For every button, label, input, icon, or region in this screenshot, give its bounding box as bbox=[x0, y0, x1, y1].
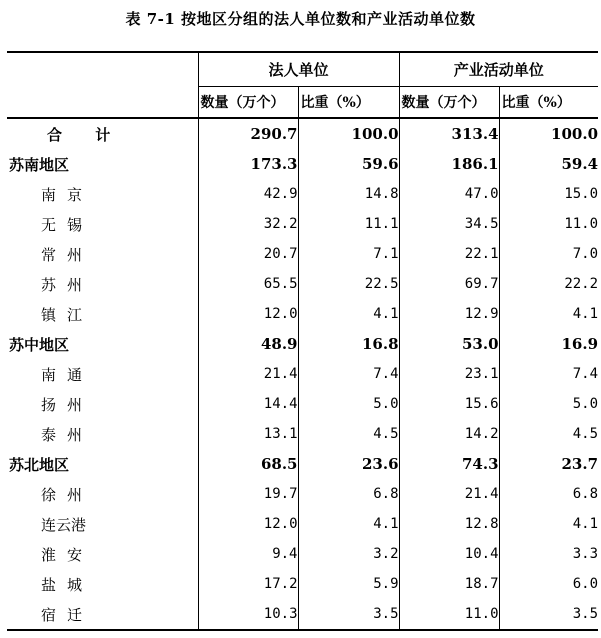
legal-units-share-cell: 7.4 bbox=[298, 359, 399, 389]
row-label: 连云港 bbox=[41, 515, 87, 534]
legal-units-count-cell: 13.1 bbox=[198, 419, 298, 449]
table-title: 表 7-1 按地区分组的法人单位数和产业活动单位数 bbox=[125, 10, 476, 28]
row-label: 泰州 bbox=[41, 425, 94, 444]
activity-units-share-cell: 4.1 bbox=[499, 509, 598, 539]
legal-units-count-cell: 14.4 bbox=[198, 389, 298, 419]
row-label: 徐州 bbox=[41, 485, 94, 504]
legal-units-share-cell: 6.8 bbox=[298, 479, 399, 509]
activity-units-share-cell: 6.0 bbox=[499, 569, 598, 599]
activity-units-share-cell: 22.2 bbox=[499, 269, 598, 299]
legal-units-share-cell: 3.5 bbox=[298, 599, 399, 630]
col-header-count-2: 数量（万个） bbox=[399, 87, 499, 119]
activity-units-count-cell: 34.5 bbox=[399, 209, 499, 239]
legal-units-count-cell: 290.7 bbox=[198, 118, 298, 149]
table-row bbox=[7, 329, 598, 359]
activity-units-share-cell: 15.0 bbox=[499, 179, 598, 209]
row-label: 苏南地区 bbox=[9, 155, 70, 174]
legal-units-share-cell: 5.9 bbox=[298, 569, 399, 599]
activity-units-share-cell: 7.4 bbox=[499, 359, 598, 389]
legal-units-count-cell: 173.3 bbox=[198, 149, 298, 179]
table-row bbox=[7, 599, 598, 630]
row-label: 盐城 bbox=[41, 575, 94, 594]
row-label: 宿迁 bbox=[7, 599, 198, 630]
legal-units-count-cell: 21.4 bbox=[198, 359, 298, 389]
activity-units-count-cell: 313.4 bbox=[399, 118, 499, 149]
legal-units-share-cell: 7.1 bbox=[298, 239, 399, 269]
legal-units-count-cell: 20.7 bbox=[198, 239, 298, 269]
legal-units-count-cell: 12.0 bbox=[198, 299, 298, 329]
legal-units-share-cell: 4.5 bbox=[298, 419, 399, 449]
activity-units-count-cell: 186.1 bbox=[399, 149, 499, 179]
group-header-legal-units: 法人单位 bbox=[198, 52, 399, 87]
activity-units-count-cell: 15.6 bbox=[399, 389, 499, 419]
activity-units-count-cell: 12.9 bbox=[399, 299, 499, 329]
activity-units-share-cell: 3.5 bbox=[499, 599, 598, 630]
legal-units-share-cell: 23.6 bbox=[298, 449, 399, 479]
legal-units-share-cell: 11.1 bbox=[298, 209, 399, 239]
table-row bbox=[7, 269, 598, 299]
activity-units-share-cell: 4.1 bbox=[499, 299, 598, 329]
activity-units-share-cell: 7.0 bbox=[499, 239, 598, 269]
legal-units-share-cell: 14.8 bbox=[298, 179, 399, 209]
legal-units-share-cell: 100.0 bbox=[298, 118, 399, 149]
activity-units-count-cell: 23.1 bbox=[399, 359, 499, 389]
legal-units-share-cell: 16.8 bbox=[298, 329, 399, 359]
activity-units-share-cell: 5.0 bbox=[499, 389, 598, 419]
activity-units-share-cell: 6.8 bbox=[499, 479, 598, 509]
legal-units-share-cell: 5.0 bbox=[298, 389, 399, 419]
row-label: 常州 bbox=[41, 245, 94, 264]
activity-units-share-cell: 4.5 bbox=[499, 419, 598, 449]
activity-units-count-cell: 12.8 bbox=[399, 509, 499, 539]
legal-units-count-cell: 42.9 bbox=[198, 179, 298, 209]
row-label: 无锡 bbox=[41, 215, 94, 234]
legal-units-share-cell: 3.2 bbox=[298, 539, 399, 569]
row-label: 苏州 bbox=[41, 275, 94, 294]
table-row bbox=[7, 389, 598, 419]
row-label: 苏中地区 bbox=[9, 335, 70, 354]
activity-units-count-cell: 18.7 bbox=[399, 569, 499, 599]
legal-units-count-cell: 9.4 bbox=[198, 539, 298, 569]
activity-units-share-cell: 11.0 bbox=[499, 209, 598, 239]
activity-units-count-cell: 22.1 bbox=[399, 239, 499, 269]
activity-units-count-cell: 21.4 bbox=[399, 479, 499, 509]
legal-units-share-cell: 4.1 bbox=[298, 299, 399, 329]
activity-units-share-cell: 59.4 bbox=[499, 149, 598, 179]
legal-units-share-cell: 4.1 bbox=[298, 509, 399, 539]
row-label: 苏北地区 bbox=[9, 455, 70, 474]
legal-units-count-cell: 19.7 bbox=[198, 479, 298, 509]
legal-units-share-cell: 59.6 bbox=[298, 149, 399, 179]
table-row bbox=[7, 299, 598, 329]
table-row bbox=[7, 419, 598, 449]
header-row-groups bbox=[7, 52, 598, 87]
table-row bbox=[7, 359, 598, 389]
col-header-share-2: 比重（%） bbox=[499, 87, 598, 119]
table-row bbox=[7, 209, 598, 239]
activity-units-share-cell: 100.0 bbox=[499, 118, 598, 149]
col-header-count-1: 数量（万个） bbox=[198, 87, 298, 119]
activity-units-count-cell: 11.0 bbox=[399, 599, 499, 630]
table-row bbox=[7, 239, 598, 269]
table-row bbox=[7, 569, 598, 599]
activity-units-share-cell: 16.9 bbox=[499, 329, 598, 359]
activity-units-share-cell: 3.3 bbox=[499, 539, 598, 569]
table-body bbox=[7, 118, 598, 630]
group-header-activity-units: 产业活动单位 bbox=[399, 52, 598, 87]
legal-units-count-cell: 12.0 bbox=[198, 509, 298, 539]
table-row bbox=[7, 509, 598, 539]
table-row bbox=[7, 479, 598, 509]
row-label: 合 计 bbox=[47, 125, 125, 144]
legal-units-count-cell: 10.3 bbox=[198, 599, 298, 630]
activity-units-count-cell: 69.7 bbox=[399, 269, 499, 299]
table-row bbox=[7, 118, 598, 149]
row-label: 南京 bbox=[41, 185, 94, 204]
table-row bbox=[7, 149, 598, 179]
row-label: 南通 bbox=[41, 365, 94, 384]
legal-units-count-cell: 48.9 bbox=[198, 329, 298, 359]
table-row bbox=[7, 539, 598, 569]
legal-units-count-cell: 65.5 bbox=[198, 269, 298, 299]
activity-units-count-cell: 74.3 bbox=[399, 449, 499, 479]
legal-units-count-cell: 68.5 bbox=[198, 449, 298, 479]
activity-units-count-cell: 53.0 bbox=[399, 329, 499, 359]
legal-units-count-cell: 32.2 bbox=[198, 209, 298, 239]
row-header-corner bbox=[7, 52, 198, 118]
activity-units-count-cell: 10.4 bbox=[399, 539, 499, 569]
row-label: 镇江 bbox=[41, 305, 94, 324]
row-label: 淮安 bbox=[41, 545, 94, 564]
activity-units-count-cell: 47.0 bbox=[399, 179, 499, 209]
legal-units-count-cell: 17.2 bbox=[198, 569, 298, 599]
table-row bbox=[7, 179, 598, 209]
legal-units-share-cell: 22.5 bbox=[298, 269, 399, 299]
table-row bbox=[7, 449, 598, 479]
row-label: 扬州 bbox=[41, 395, 94, 414]
activity-units-count-cell: 14.2 bbox=[399, 419, 499, 449]
activity-units-share-cell: 23.7 bbox=[499, 449, 598, 479]
region-units-table bbox=[7, 51, 598, 631]
col-header-share-1: 比重（%） bbox=[298, 87, 399, 119]
